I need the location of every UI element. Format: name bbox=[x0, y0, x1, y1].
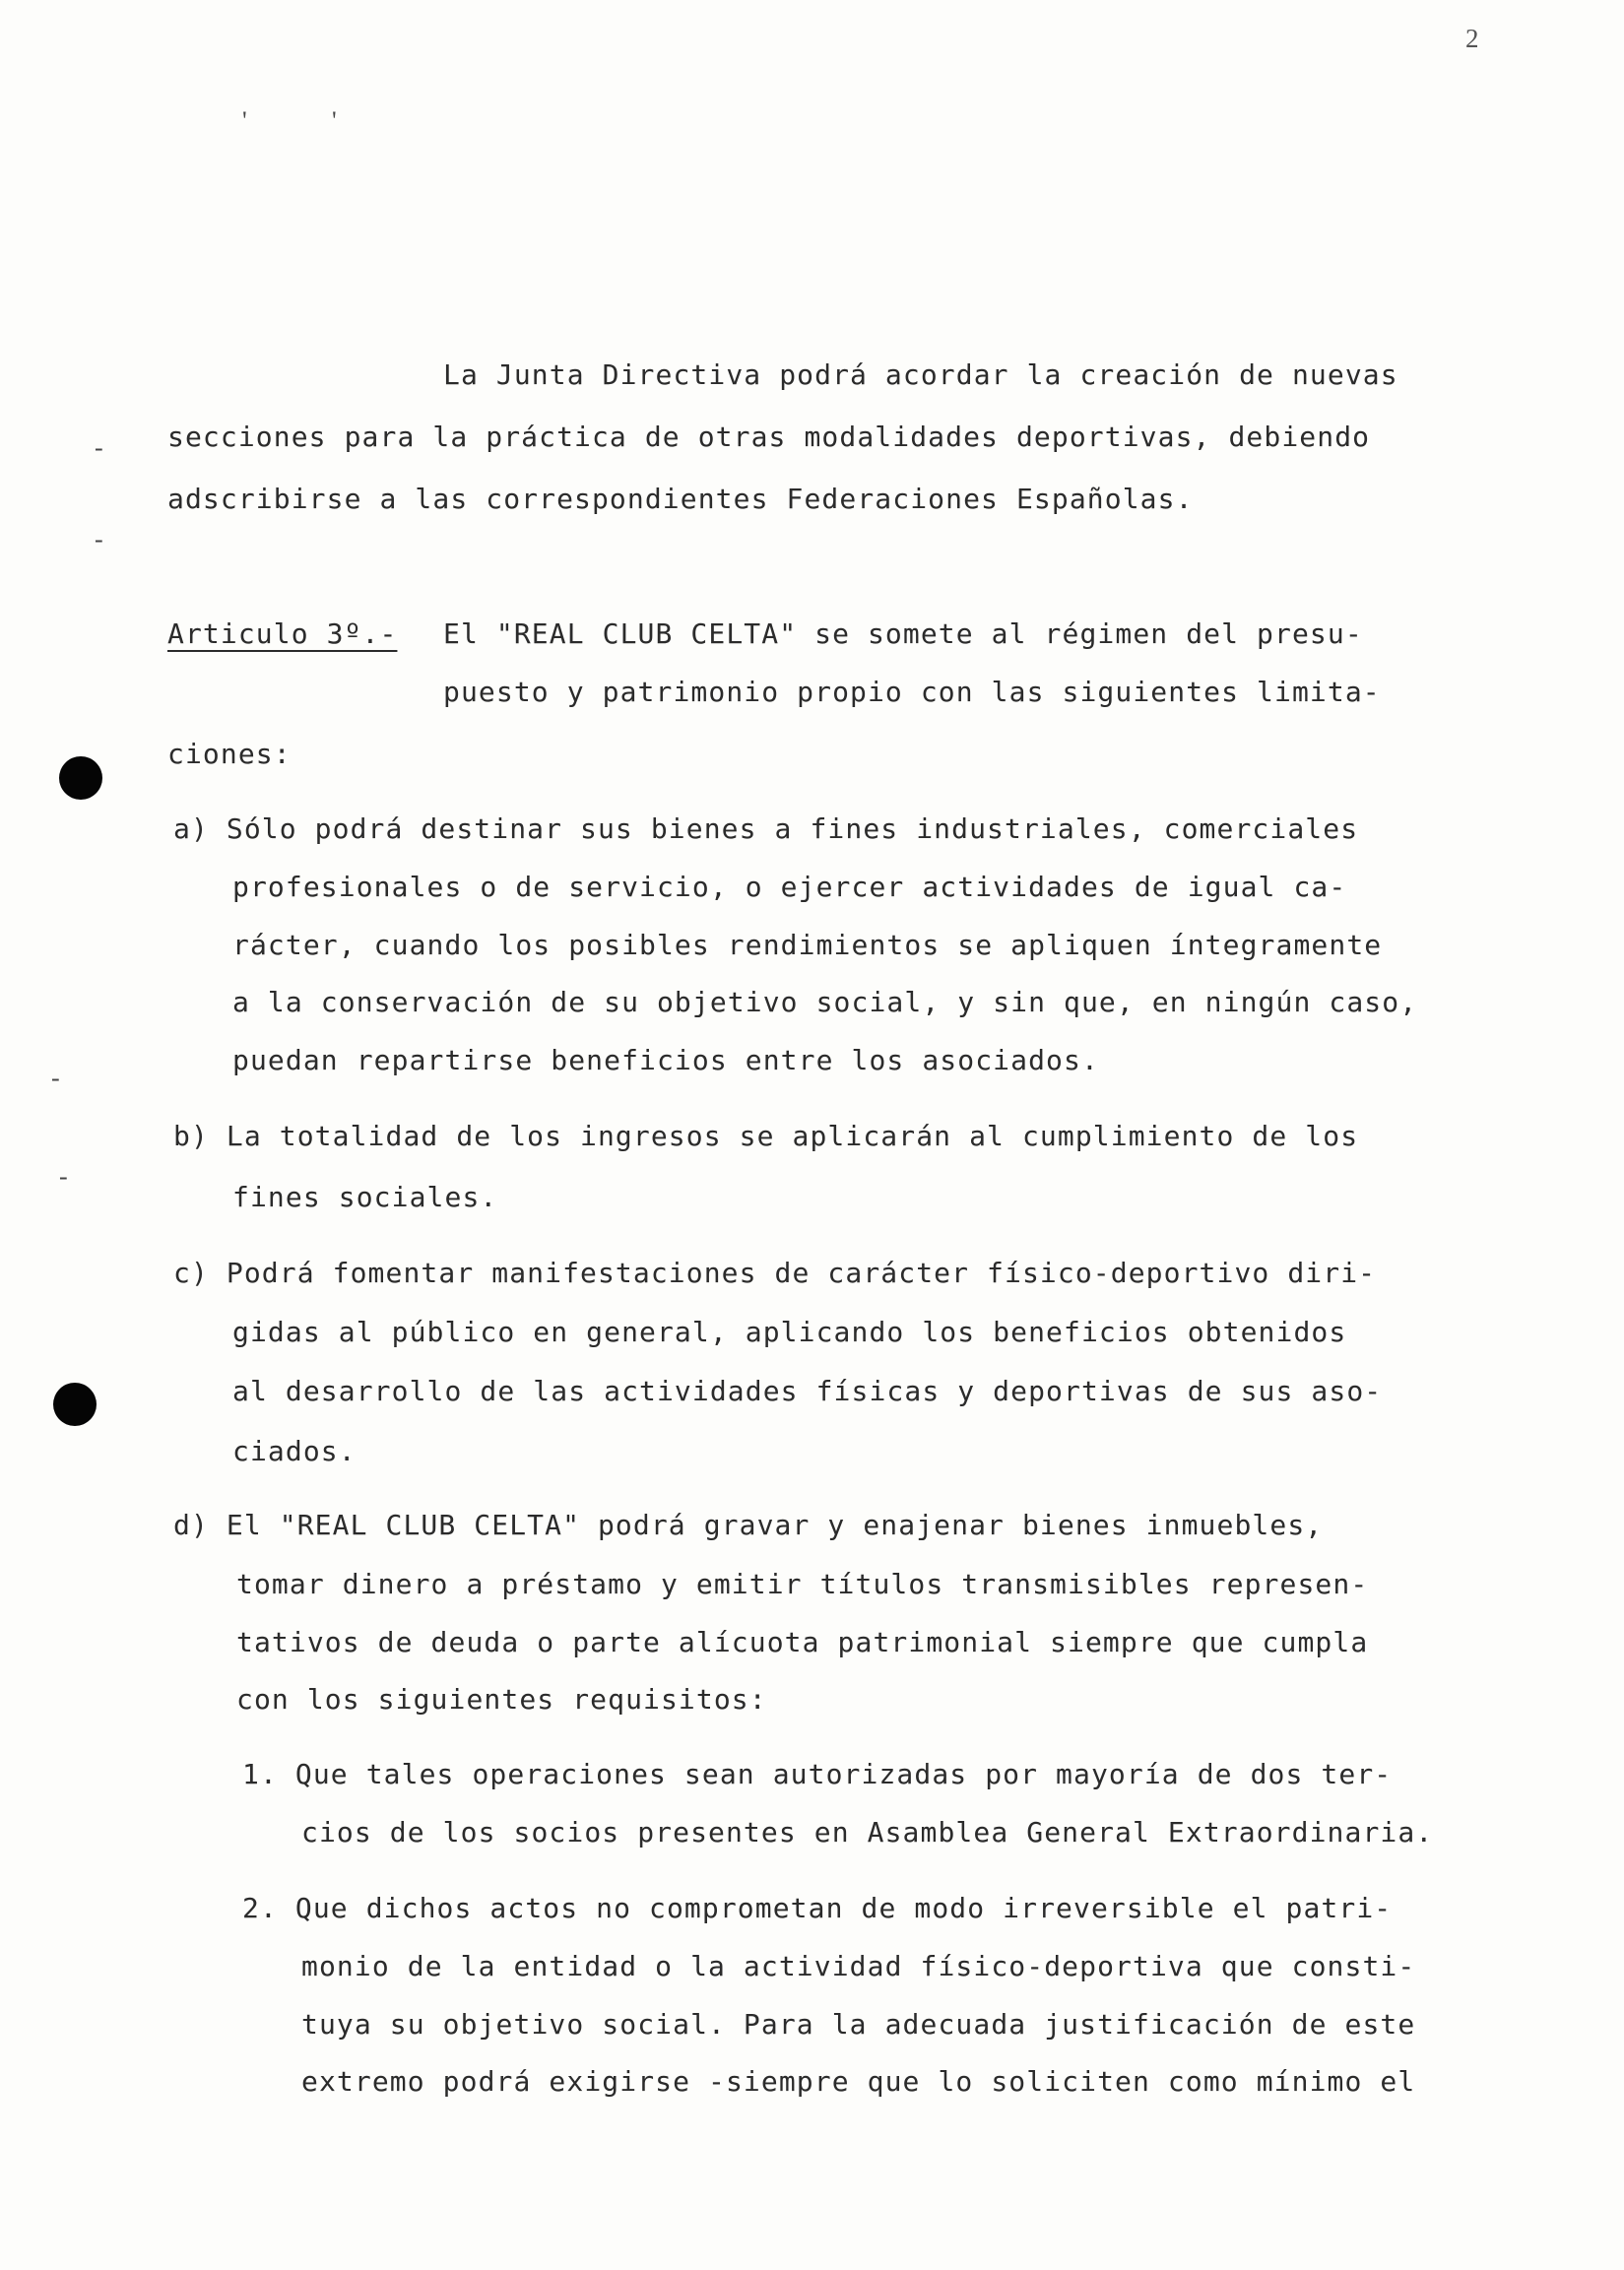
text-line: puesto y patrimonio propio con las siguientes limita- bbox=[443, 676, 1381, 708]
text-line: La Junta Directiva podrá acordar la creación de nuevas bbox=[443, 358, 1398, 391]
text-line: con los siguientes requisitos: bbox=[236, 1683, 767, 1716]
text-line: El "REAL CLUB CELTA" se somete al régimen del presu- bbox=[443, 617, 1363, 650]
article-title: Articulo 3º.- bbox=[167, 617, 398, 650]
text-line: ciones: bbox=[167, 738, 292, 770]
margin-mark: - bbox=[95, 433, 103, 462]
text-line: a la conservación de su objetivo social, y sin que, en ningún caso, bbox=[232, 986, 1418, 1018]
text-line: cios de los socios presentes en Asamblea General Extraordinaria. bbox=[301, 1816, 1434, 1848]
text-line: fines sociales. bbox=[232, 1181, 498, 1213]
sub-list-item: 2. Que dichos actos no comprometan de modo irreversible el patri- bbox=[242, 1892, 1393, 1924]
text-line: tativos de deuda o parte alícuota patrimonial siempre que cumpla bbox=[236, 1626, 1369, 1658]
list-item: c) Podrá fomentar manifestaciones de carácter físico-deportivo diri- bbox=[173, 1257, 1377, 1289]
text-line: tuya su objetivo social. Para la adecuada justificación de este bbox=[301, 2008, 1416, 2041]
text-line: adscribirse a las correspondientes Federaciones Españolas. bbox=[167, 483, 1194, 515]
text-line: ciados. bbox=[232, 1435, 357, 1467]
text-line: secciones para la práctica de otras modalidades deportivas, debiendo bbox=[167, 421, 1371, 453]
text-line: tomar dinero a préstamo y emitir títulos transmisibles represen- bbox=[236, 1568, 1369, 1600]
text-line: extremo podrá exigirse -siempre que lo soliciten como mínimo el bbox=[301, 2065, 1416, 2098]
text-line: puedan repartirse beneficios entre los asociados. bbox=[232, 1044, 1099, 1076]
list-item: b) La totalidad de los ingresos se aplicarán al cumplimiento de los bbox=[173, 1120, 1359, 1152]
punch-hole bbox=[53, 1383, 97, 1426]
sub-list-item: 1. Que tales operaciones sean autorizadas por mayoría de dos ter- bbox=[242, 1758, 1393, 1790]
margin-mark: - bbox=[51, 1064, 60, 1092]
page-number: 2 bbox=[1465, 24, 1479, 53]
margin-mark: ' bbox=[332, 106, 337, 135]
punch-hole bbox=[59, 756, 102, 800]
text-line: al desarrollo de las actividades físicas y deportivas de sus aso- bbox=[232, 1375, 1383, 1407]
text-line: gidas al público en general, aplicando los beneficios obtenidos bbox=[232, 1316, 1347, 1348]
list-item: a) Sólo podrá destinar sus bienes a fines industriales, comerciales bbox=[173, 812, 1359, 845]
list-item: d) El "REAL CLUB CELTA" podrá gravar y enajenar bienes inmuebles, bbox=[173, 1509, 1324, 1541]
margin-mark: ' bbox=[242, 106, 247, 135]
margin-mark: - bbox=[59, 1162, 68, 1191]
text-line: monio de la entidad o la actividad físico-deportiva que consti- bbox=[301, 1950, 1416, 1982]
margin-mark: - bbox=[95, 525, 103, 553]
text-line: rácter, cuando los posibles rendimientos se apliquen íntegramente bbox=[232, 929, 1383, 961]
text-line: profesionales o de servicio, o ejercer actividades de igual ca- bbox=[232, 871, 1347, 903]
